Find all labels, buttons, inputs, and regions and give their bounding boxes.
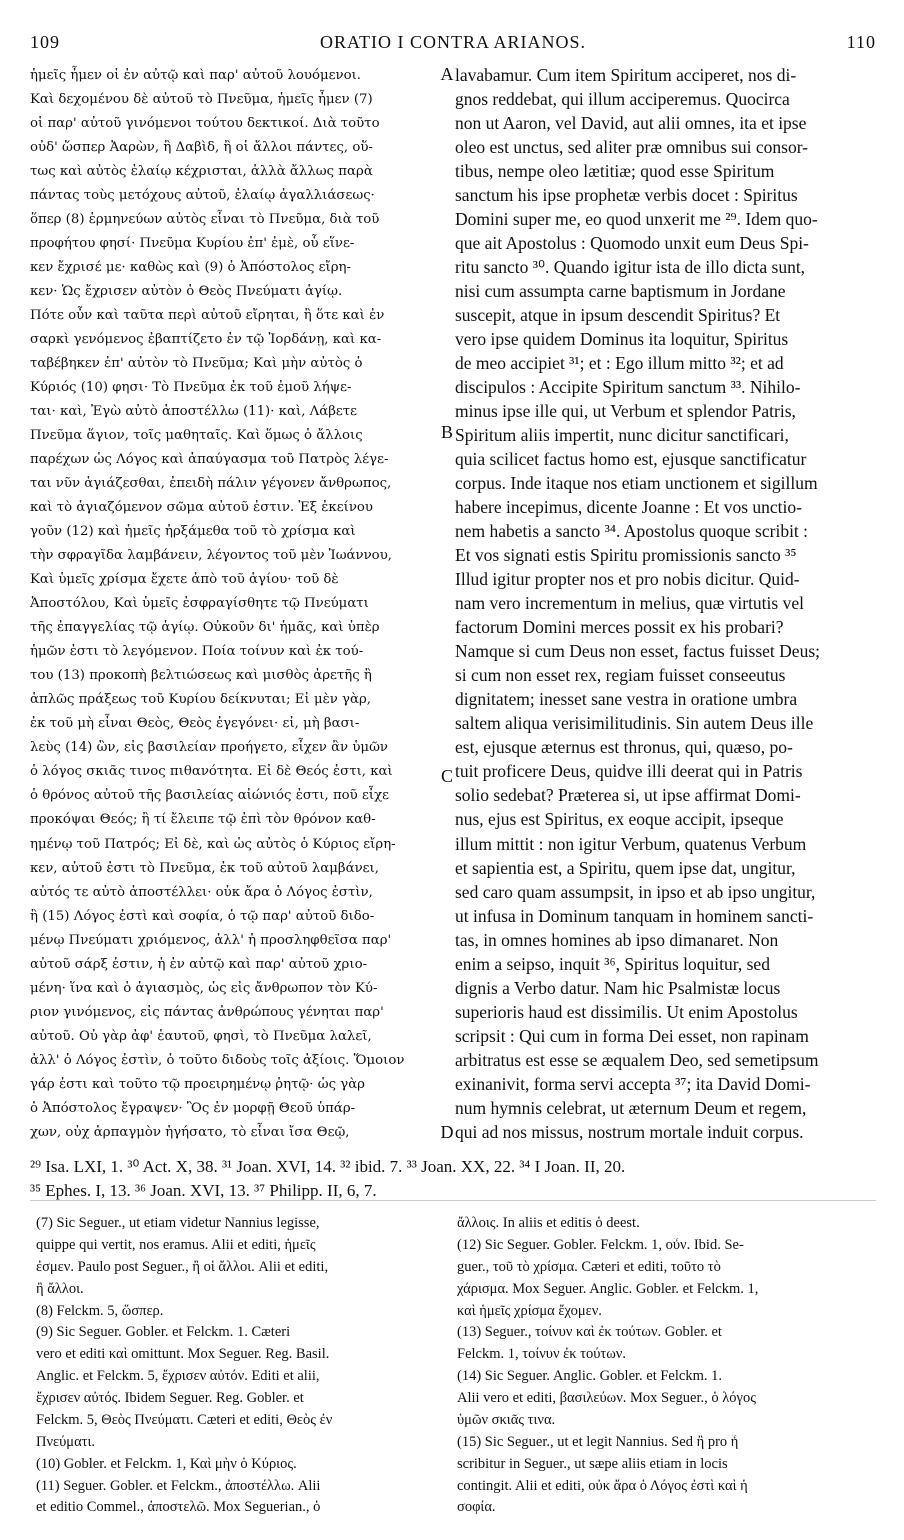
note-line: ἢ ἄλλοι.: [36, 1281, 84, 1297]
latin-text-line: dignitatem; inesset sane vestra in oratione umbra: [455, 689, 798, 710]
greek-text-line: ἀλλ' ὁ Λόγος ἐστὶν, ὁ τοῦτο διδοὺς τοῖς ἀξίοις. Ὅμοιον: [30, 1052, 405, 1068]
note-line: ἐσμεν. Paulo post Seguer., ἢ οἱ ἄλλοι. Alii et editi,: [36, 1259, 329, 1275]
latin-text-line: Namque si cum Deus non esset, factus fuisset Deus;: [455, 641, 820, 662]
greek-text-line: αὐτός τε αὐτὸ ἀποστέλλει· οὐκ ἄρα ὁ Λόγος ἐστὶν,: [30, 884, 373, 900]
latin-text-line: tibus, nempe oleo lætitiæ; quod esse Spiritum: [455, 161, 775, 182]
latin-text-line: nem habetis a sancto ³⁴. Apostolus quoque scribit :: [455, 521, 809, 542]
note-line: (12) Sic Seguer. Gobler. Felckm. 1, οὖν. Ibid. Se-: [457, 1237, 744, 1253]
note-line: (8) Felckm. 5, ὥσπερ.: [36, 1303, 164, 1319]
latin-text-line: factorum Domini merces possit ex his probari?: [455, 617, 784, 638]
greek-text-line: γοῦν (12) καὶ ἡμεῖς ἠρξάμεθα τοῦ τὸ χρίσμα καὶ: [30, 524, 356, 540]
greek-text-line: τῆς ἐπαγγελίας τῷ ἁγίῳ. Οὐκοῦν δι' ἡμᾶς, καὶ ὑπὲρ: [30, 620, 380, 636]
note-line: (15) Sic Seguer., ut et legit Nannius. Sed ἢ pro ἦ: [457, 1434, 739, 1450]
greek-text-line: οὐδ' ὥσπερ Ἀαρὼν, ἢ Δαβὶδ, ἢ οἱ ἄλλοι πάντες, οὕ-: [30, 140, 373, 156]
latin-text-line: minus ipse ille qui, ut Verbum et splendor Patris,: [455, 401, 796, 422]
margin-marker-c: C: [440, 766, 453, 786]
latin-text-line: que ait Apostolus : Quomodo unxit eum Deus Spi-: [455, 233, 809, 254]
latin-text-line: exinanivit, forma servi accepta ³⁷; ita David Domi-: [455, 1073, 811, 1094]
greek-text-line: ταβέβηκεν ἐπ' αὐτὸν τὸ Πνεῦμα; Καὶ μὴν αὐτὸς ὁ: [30, 356, 363, 372]
greek-text-line: μένη· ἵνα καὶ ὁ ἁγιασμὸς, ὡς εἰς ἄνθρωπον τὸν Κύ-: [30, 980, 378, 996]
greek-text-line: ὁ Ἀπόστολος ἔγραψεν· Ὃς ἐν μορφῇ Θεοῦ ὑπάρ-: [30, 1100, 356, 1116]
latin-text-line: ritu sancto ³⁰. Quando igitur ista de illo dicta sunt,: [455, 257, 806, 278]
scripture-ref-line: ³⁵ Ephes. I, 13. ³⁶ Joan. XVI, 13. ³⁷ Philipp. II, 6, 7.: [30, 1181, 377, 1200]
greek-text-line: ται νῦν ἁγιάζεσθαι, ἐπειδὴ πάλιν γέγονεν ἄνθρωπος,: [30, 476, 392, 492]
latin-text-line: arbitratus est esse se æqualem Deo, sed semetipsum: [455, 1049, 819, 1070]
latin-text-line: Spiritum aliis impertit, nunc dicitur sanctificari,: [455, 425, 789, 446]
notes-divider: [30, 1200, 876, 1201]
critical-notes-left: [36, 1216, 442, 1516]
greek-text-line: ριον γινόμενος, εἰς πάντας ἀνθρώπους γένηται παρ': [30, 1004, 384, 1020]
greek-text-line: λεὺς (14) ὢν, εἰς βασιλείαν προήγετο, εἶχεν ἂν ὑμῶν: [30, 740, 389, 756]
running-title: ORATIO I CONTRA ARIANOS.: [319, 32, 586, 52]
note-line: Πνεύματι.: [36, 1434, 96, 1450]
greek-text-line: χων, οὐχ ἁρπαγμὸν ἡγήσατο, τὸ εἶναι ἴσα Θεῷ,: [30, 1124, 350, 1140]
latin-text-line: solio sedebat? Præterea si, ut ipse affirmat Domi-: [455, 785, 801, 806]
greek-text-line: ὅπερ (8) ἑρμηνεύων αὐτὸς εἶναι τὸ Πνεῦμα, διὰ τοῦ: [30, 212, 380, 228]
latin-text-line: qui ad nos missus, nostrum mortale induit corpus.: [455, 1121, 804, 1142]
latin-text-line: est, ejusque æternus est thronus, qui, quæso, po-: [455, 737, 793, 758]
latin-text-line: sanctum his ipse prophetæ verbis docet : Spiritus: [455, 185, 798, 206]
latin-text-line: gnos reddebat, qui illum acciperemus. Quocirca: [455, 89, 790, 110]
scripture-references: [30, 1155, 890, 1203]
margin-marker-a: A: [440, 64, 454, 84]
note-line: Alii vero et editi, βασιλεύων. Mox Seguer., ὁ λόγος: [457, 1391, 756, 1406]
latin-text-line: lavabamur. Cum item Spiritum acciperet, nos di-: [455, 65, 797, 85]
latin-text-line: scripsit : Qui cum in forma Dei esset, non rapinam: [455, 1025, 809, 1046]
margin-marker-d: D: [440, 1122, 454, 1142]
greek-text-line: παρέχων ὡς Λόγος καὶ ἀπαύγασμα τοῦ Πατρὸς λέγε-: [30, 452, 389, 468]
latin-text-line: tuit proficere Deus, quidve illi deerat qui in Patris: [455, 761, 803, 782]
note-line: (7) Sic Seguer., ut etiam videtur Nannius legisse,: [36, 1216, 320, 1231]
greek-text-line: Πότε οὖν καὶ ταῦτα περὶ αὐτοῦ εἴρηται, ἢ ὅτε καὶ ἐν: [30, 308, 385, 324]
latin-text-line: et sapientia est, a Spiritu, quem ipse dat, ungitur,: [455, 857, 796, 878]
greek-text-line: ται· καὶ, Ἐγὼ αὐτὸ ἀποστέλλω (11)· καὶ, Λάβετε: [30, 404, 358, 420]
greek-text-line: Πνεῦμα ἅγιον, τοῖς μαθηταῖς. Καὶ ὅμως ὁ ἄλλοις: [30, 428, 363, 444]
greek-text-line: προκόψαι Θεός; ἢ τί ἔλειπε τῷ ἐπὶ τὸν θρόνον καθ-: [30, 812, 376, 828]
latin-text-line: saltem aliqua verisimilitudinis. Sin autem Deus ille: [455, 713, 814, 734]
note-line: Anglic. et Felckm. 5, ἔχρισεν αὐτόν. Editi et alii,: [36, 1369, 320, 1385]
latin-text-line: Domini super me, eo quod unxerit me ²⁹. Idem quo-: [455, 209, 818, 230]
note-line: (13) Seguer., τοίνυν καὶ ἐκ τούτων. Gobler. et: [457, 1325, 722, 1341]
greek-text-line: Ἀποστόλου, Καὶ ὑμεῖς ἐσφραγίσθητε τῷ Πνεύματι: [30, 596, 369, 612]
running-header: [30, 32, 876, 58]
latin-text-line: nam vero incrementum in melius, quæ virtutis vel: [455, 593, 804, 614]
note-line: καὶ ἡμεῖς χρίσμα ἔχομεν.: [457, 1303, 602, 1319]
note-line: quippe qui vertit, nos eramus. Alii et editi, ἡμεῖς: [36, 1237, 316, 1253]
latin-text-line: nisi cum assumpta carne baptismum in Jordane: [455, 281, 786, 302]
note-line: et editio Commel., ἀποστελῶ. Mox Seguerian., ὁ: [36, 1500, 321, 1516]
note-line: (11) Seguer. Gobler. et Felckm., ἀποστέλλω. Alii: [36, 1478, 321, 1494]
latin-text-line: tas, in omnes homines ab ipso dimanaret. Non: [455, 929, 779, 950]
latin-text-line: non ut Aaron, vel David, aut alii omnes, ita et ipse: [455, 113, 807, 134]
greek-text-line: κεν, αὐτοῦ ἐστι τὸ Πνεῦμα, ἐκ τοῦ αὐτοῦ λαμβάνει,: [30, 860, 379, 876]
greek-text-line: ἁπλῶς πράξεως τοῦ Κυρίου δείκνυται; Εἰ μὲν γὰρ,: [30, 692, 372, 708]
note-line: (9) Sic Seguer. Gobler. et Felckm. 1. Cæteri: [36, 1325, 291, 1341]
note-line: χάρισμα. Mox Seguer. Anglic. Gobler. et Felckm. 1,: [457, 1281, 759, 1297]
latin-text-line: illum mittit : non igitur Verbum, quatenus Verbum: [455, 833, 807, 854]
latin-text-line: discipulos : Accipite Spiritum sanctum ³³. Nihilo-: [455, 377, 801, 398]
latin-text-line: corpus. Inde itaque nos etiam unctionem et sigillum: [455, 473, 818, 494]
greek-text-line: Καὶ δεχομένου δὲ αὐτοῦ τὸ Πνεῦμα, ἡμεῖς ἦμεν (7): [30, 92, 373, 108]
note-line: contingit. Alii et editi, οὐκ ἄρα ὁ Λόγος ἐστὶ καὶ ἡ: [457, 1478, 748, 1494]
greek-text-column: [30, 64, 440, 1144]
greek-text-line: αὐτοῦ σάρξ ἐστιν, ἡ ἐν αὐτῷ καὶ παρ' αὐτοῦ χριο-: [30, 956, 368, 972]
latin-text-line: vero ipse quidem Dominus ita loquitur, Spiritus: [455, 329, 789, 350]
note-line: Felckm. 5, Θεὸς Πνεύματι. Cæteri et editi, Θεὸς ἐν: [36, 1412, 333, 1428]
latin-text-line: si cum non esset rex, regiam fuisset conseeutus: [455, 665, 786, 686]
note-line: (14) Sic Seguer. Anglic. Gobler. et Felckm. 1.: [457, 1369, 722, 1385]
latin-text-line: enim a seipso, inquit ³⁶, Spiritus loquitur, sed: [455, 953, 770, 974]
greek-text-line: καὶ τὸ ἁγιαζόμενον σῶμα αὐτοῦ ἐστιν. Ἐξ ἐκείνου: [30, 500, 374, 516]
note-line: vero et editi καὶ omittunt. Mox Seguer. Reg. Basil.: [36, 1347, 330, 1363]
greek-text-line: σαρκὶ γενόμενος ἐβαπτίζετο ἐν τῷ Ἰορδάνῃ, καὶ κα-: [30, 332, 382, 348]
greek-text-line: γάρ ἐστι καὶ τοῦτο τῷ προειρημένῳ ῥητῷ· ὡς γὰρ: [30, 1076, 365, 1092]
note-line: Felckm. 1, τοίνυν ἐκ τούτων.: [457, 1347, 626, 1363]
greek-text-line: ἐκ τοῦ μὴ εἶναι Θεὸς, Θεὸς ἐγεγόνει· εἰ, μὴ βασι-: [30, 716, 360, 732]
note-line: guer., τοῦ τὸ χρίσμα. Cæteri et editi, τοῦτο τὸ: [457, 1259, 721, 1275]
note-line: ἄλλοις. In aliis et editis ὁ deest.: [457, 1216, 640, 1231]
latin-text-line: nus, ejus est Spiritus, ex eoque accipit, ipseque: [455, 809, 784, 830]
greek-text-line: αὐτοῦ. Οὐ γὰρ ἀφ' ἑαυτοῦ, φησὶ, τὸ Πνεῦμα λαλεῖ,: [30, 1028, 372, 1044]
latin-text-line: dignis a Verbo datur. Nam hic Psalmistæ locus: [455, 977, 781, 998]
latin-text-line: oleo est unctus, sed aliter præ omnibus sui consor-: [455, 137, 808, 158]
greek-text-line: μένῳ Πνεύματι χριόμενος, ἀλλ' ἡ προσληφθεῖσα παρ': [30, 932, 392, 948]
page-number-left: 109: [30, 32, 60, 52]
latin-text-line: habere incepimus, dicente Joanne : Et vos unctio-: [455, 497, 802, 518]
note-line: σοφία.: [457, 1500, 496, 1516]
greek-text-line: Καὶ ὑμεῖς χρίσμα ἔχετε ἀπὸ τοῦ ἁγίου· τοῦ δὲ: [30, 572, 339, 588]
note-line: ὑμῶν σκιᾶς τινα.: [457, 1412, 556, 1428]
margin-marker-b: B: [440, 422, 453, 442]
critical-notes-right: [457, 1216, 877, 1516]
latin-text-line: Illud igitur propter nos et pro nobis dicitur. Quid-: [455, 569, 800, 590]
greek-text-line: τὴν σφραγῖδα λαμβάνειν, λέγοντος τοῦ μὲν Ἰωάννου,: [30, 548, 393, 564]
greek-text-line: ημένῳ τοῦ Πατρός; Εἰ δὲ, καὶ ὡς αὐτὸς ὁ Κύριος εἴρη-: [30, 836, 396, 852]
greek-text-line: κεν ἔχρισέ με· καθὼς καὶ (9) ὁ Ἀπόστολος εἴρη-: [30, 260, 352, 276]
greek-text-line: ἢ (15) Λόγος ἐστὶ καὶ σοφία, ὁ τῷ παρ' αὐτοῦ διδο-: [30, 908, 375, 924]
greek-text-line: ὁ λόγος σκιᾶς τινος πιθανότητα. Εἰ δὲ Θεός ἐστι, καὶ: [30, 764, 393, 780]
greek-text-line: τως καὶ αὐτὸς ἐλαίῳ κέχρισται, ἀλλὰ ἄλλως παρὰ: [30, 164, 373, 180]
page-number-right: 110: [846, 32, 876, 52]
greek-text-line: Κύριός (10) φησι· Τὸ Πνεῦμα ἐκ τοῦ ἐμοῦ λήψε-: [30, 380, 352, 396]
latin-text-column: [455, 64, 877, 1144]
latin-text-line: num hymnis celebrat, ut æternum Deum et regem,: [455, 1097, 807, 1118]
greek-text-line: οἱ παρ' αὐτοῦ γινόμενοι τούτου δεκτικοί. Διὰ τοῦτο: [30, 116, 380, 132]
greek-text-line: του (13) προκοπὴ βελτιώσεως καὶ μισθὸς ἀρετῆς ἢ: [30, 668, 372, 684]
latin-text-line: sed caro quam assumpsit, in ipso et ab ipso ungitur,: [455, 881, 816, 902]
note-line: (10) Gobler. et Felckm. 1, Καὶ μὴν ὁ Κύριος.: [36, 1456, 297, 1472]
note-line: ἔχρισεν αὐτός. Ibidem Seguer. Reg. Gobler. et: [36, 1391, 304, 1406]
greek-text-line: προφήτου φησί· Πνεῦμα Κυρίου ἐπ' ἐμὲ, οὗ εἵνε-: [30, 236, 355, 252]
latin-text-line: ut infusa in Dominum tanquam in hominem sancti-: [455, 905, 814, 926]
greek-text-line: ἡμεῖς ἦμεν οἱ ἐν αὐτῷ καὶ παρ' αὐτοῦ λουόμενοι.: [30, 68, 362, 83]
greek-text-line: πάντας τοὺς μετόχους αὐτοῦ, ἐλαίῳ ἀγαλλιάσεως·: [30, 188, 375, 204]
scripture-ref-line: ²⁹ Isa. LXI, 1. ³⁰ Act. X, 38. ³¹ Joan. XVI, 14. ³² ibid. 7. ³³ Joan. XX, 22. ³⁴ I Joan. II, 20.: [30, 1157, 626, 1176]
greek-text-line: ὁ θρόνος αὐτοῦ τῆς βασιλείας αἰώνιός ἐστι, ποῦ εἶχε: [30, 788, 390, 804]
greek-text-line: ἡμῶν ἐστι τὸ λεγόμενον. Ποία τοίνυν καὶ ἐκ τού-: [30, 644, 364, 660]
latin-text-line: quia scilicet factus homo est, ejusque sanctificatur: [455, 449, 807, 470]
greek-text-line: κεν· Ὡς ἔχρισεν αὐτὸν ὁ Θεὸς Πνεύματι ἁγίῳ.: [30, 284, 343, 300]
note-line: scribitur in Seguer., ut sæpe aliis etiam in locis: [457, 1456, 728, 1472]
latin-text-line: superioris haud est dissimilis. Ut enim Apostolus: [455, 1001, 798, 1022]
latin-text-line: suscepit, atque in ipsum descendit Spiritus? Et: [455, 305, 781, 326]
latin-text-line: Et vos signati estis Spiritu promissionis sancto ³⁵: [455, 545, 797, 566]
latin-text-line: de meo accipiet ³¹; et : Ego illum mitto ³²; et ad: [455, 353, 784, 374]
